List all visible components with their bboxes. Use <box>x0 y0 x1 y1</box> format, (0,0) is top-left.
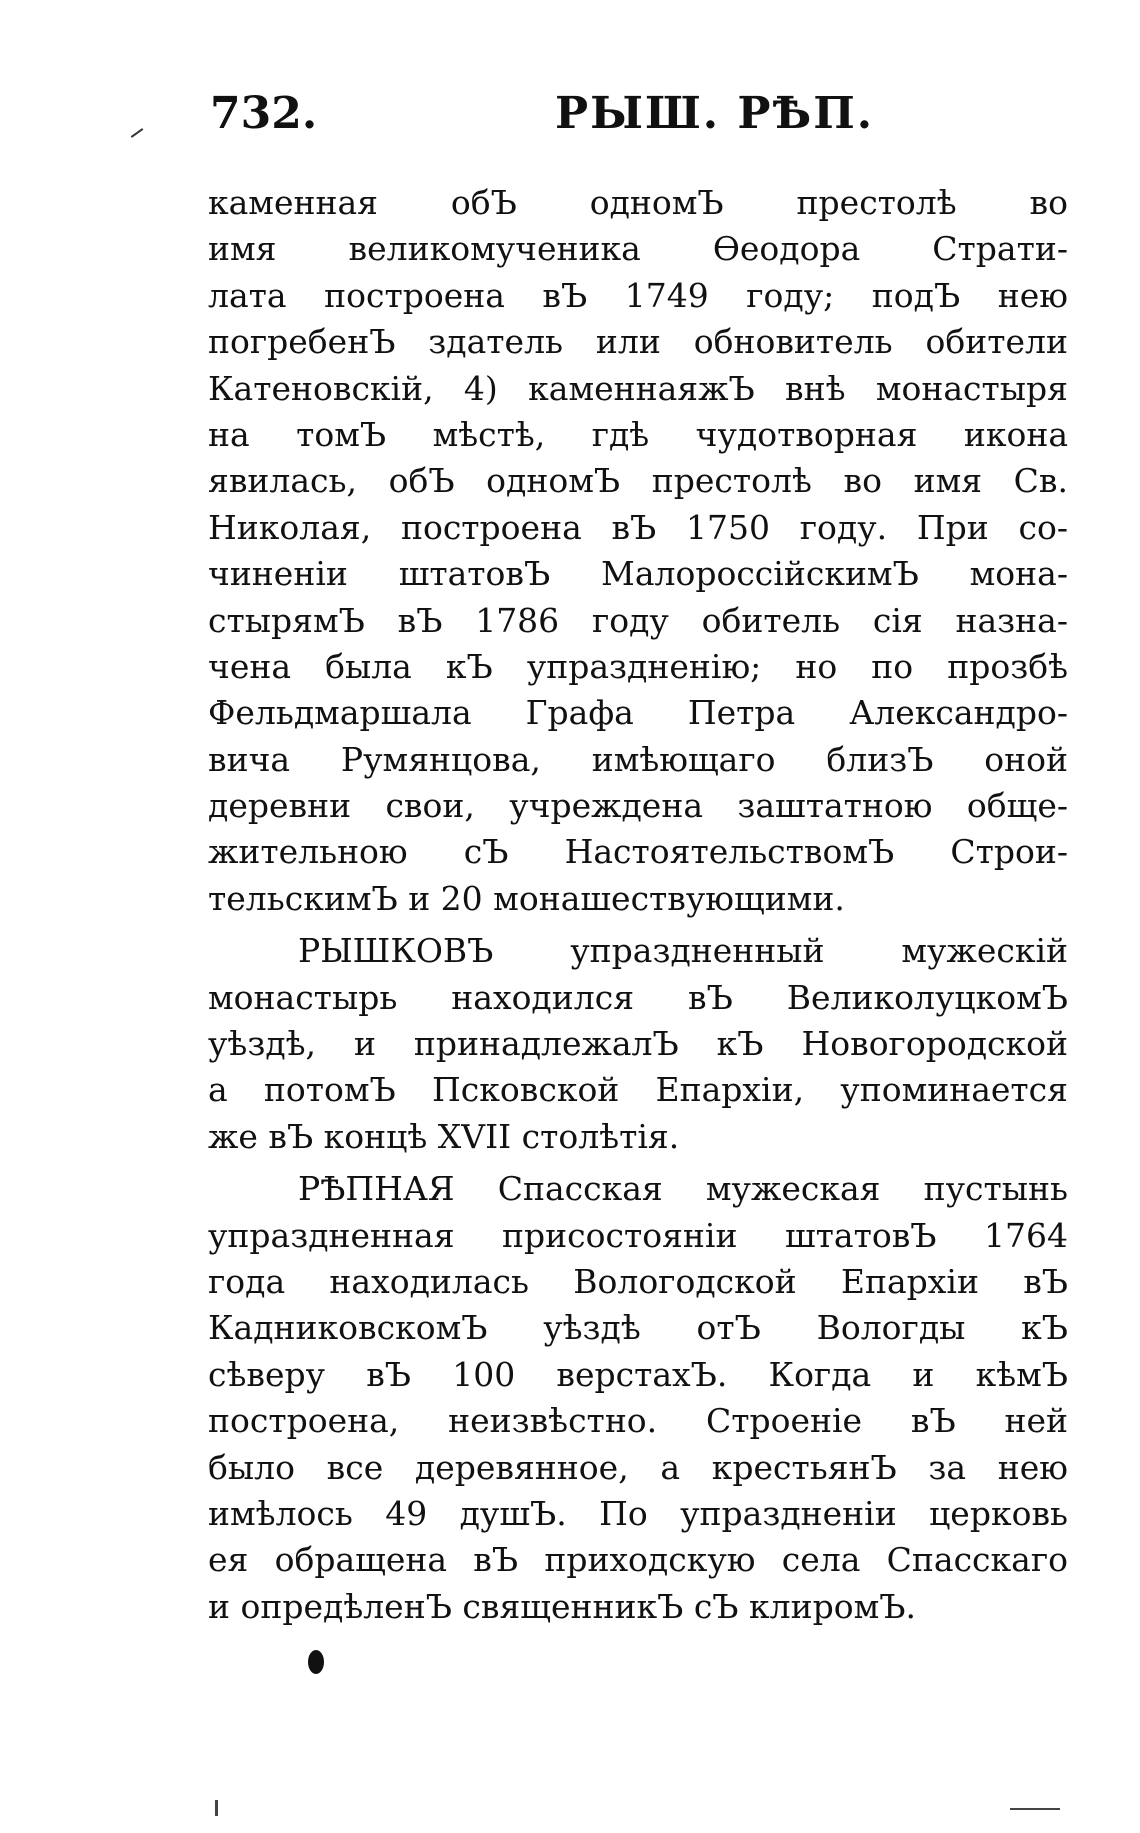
text-line: года находилась Вологодской Епархіи вЪ <box>208 1261 1068 1301</box>
text-line: явилась, обЪ одномЪ престолѣ во имя Св. <box>208 461 1068 501</box>
paragraph-3 <box>208 1166 1068 1630</box>
text-line: РЫШКОВЪ упраздненный мужескій <box>298 931 1068 971</box>
ink-mark <box>131 128 144 138</box>
text-line: тельскимЪ и 20 монашествующими. <box>208 878 845 918</box>
ink-blot <box>308 1650 324 1674</box>
page-body <box>208 180 1068 1630</box>
page-header <box>210 88 1070 148</box>
text-line: Фельдмаршала Графа Петра Александро- <box>208 693 1068 733</box>
text-line: и опредѣленЪ священникЪ сЪ клиромЪ. <box>208 1586 916 1626</box>
text-line: же вЪ концѣ XVII столѣтія. <box>208 1116 680 1156</box>
text-line: было все деревянное, а крестьянЪ за нею <box>208 1447 1068 1487</box>
text-line: монастырь находился вЪ ВеликолуцкомЪ <box>208 977 1068 1017</box>
ink-mark <box>1010 1808 1060 1810</box>
text-line: КадниковскомЪ уѣздѣ отЪ Вологды кЪ <box>208 1308 1068 1348</box>
text-line: лата построена вЪ 1749 году; подЪ нею <box>208 275 1068 315</box>
text-line: Николая, построена вЪ 1750 году. При со- <box>208 507 1068 547</box>
ink-mark <box>215 1800 218 1816</box>
paragraph-2 <box>208 928 1068 1160</box>
page-number: 732. <box>210 88 318 139</box>
text-line: ея обращена вЪ приходскую села Спасскаго <box>208 1540 1068 1580</box>
text-line: а потомЪ Псковской Епархіи, упоминается <box>208 1070 1068 1110</box>
text-line: сѣверу вЪ 100 верстахЪ. Когда и кѣмЪ <box>208 1354 1068 1394</box>
text-line: построена, неизвѣстно. Строеніе вЪ ней <box>208 1401 1068 1441</box>
text-line: деревни свои, учреждена заштатною обще- <box>208 786 1068 826</box>
text-line: упраздненная присостояніи штатовЪ 1764 <box>208 1215 1068 1255</box>
text-line: имя великомученика Ѳеодора Страти- <box>208 229 1068 269</box>
text-line: вича Румянцова, имѣющаго близЪ оной <box>208 739 1068 779</box>
text-line: на томЪ мѣстѣ, гдѣ чудотворная икона <box>208 414 1068 454</box>
paragraph-1 <box>208 180 1068 922</box>
text-line: каменная обЪ одномЪ престолѣ во <box>208 183 1068 222</box>
text-line: чиненіи штатовЪ МалороссійскимЪ мона- <box>208 554 1068 594</box>
text-line: имѣлось 49 душЪ. По упраздненіи церковь <box>208 1493 1068 1533</box>
text-line: чена была кЪ упраздненію; но по прозбѣ <box>208 646 1068 686</box>
text-line: стырямЪ вЪ 1786 году обитель сія назна- <box>208 600 1068 640</box>
text-line: РѢПНАЯ Спасская мужеская пустынь <box>298 1169 1068 1209</box>
text-line: Катеновскій, 4) каменнаяжЪ внѣ монастыря <box>208 368 1068 408</box>
running-head: РЫШ. РѢП. <box>555 88 875 139</box>
text-line: уѣздѣ, и принадлежалЪ кЪ Новогородской <box>208 1024 1068 1064</box>
text-line: погребенЪ здатель или обновитель обители <box>208 322 1068 362</box>
text-line: жительною сЪ НастоятельствомЪ Строи- <box>208 832 1068 872</box>
